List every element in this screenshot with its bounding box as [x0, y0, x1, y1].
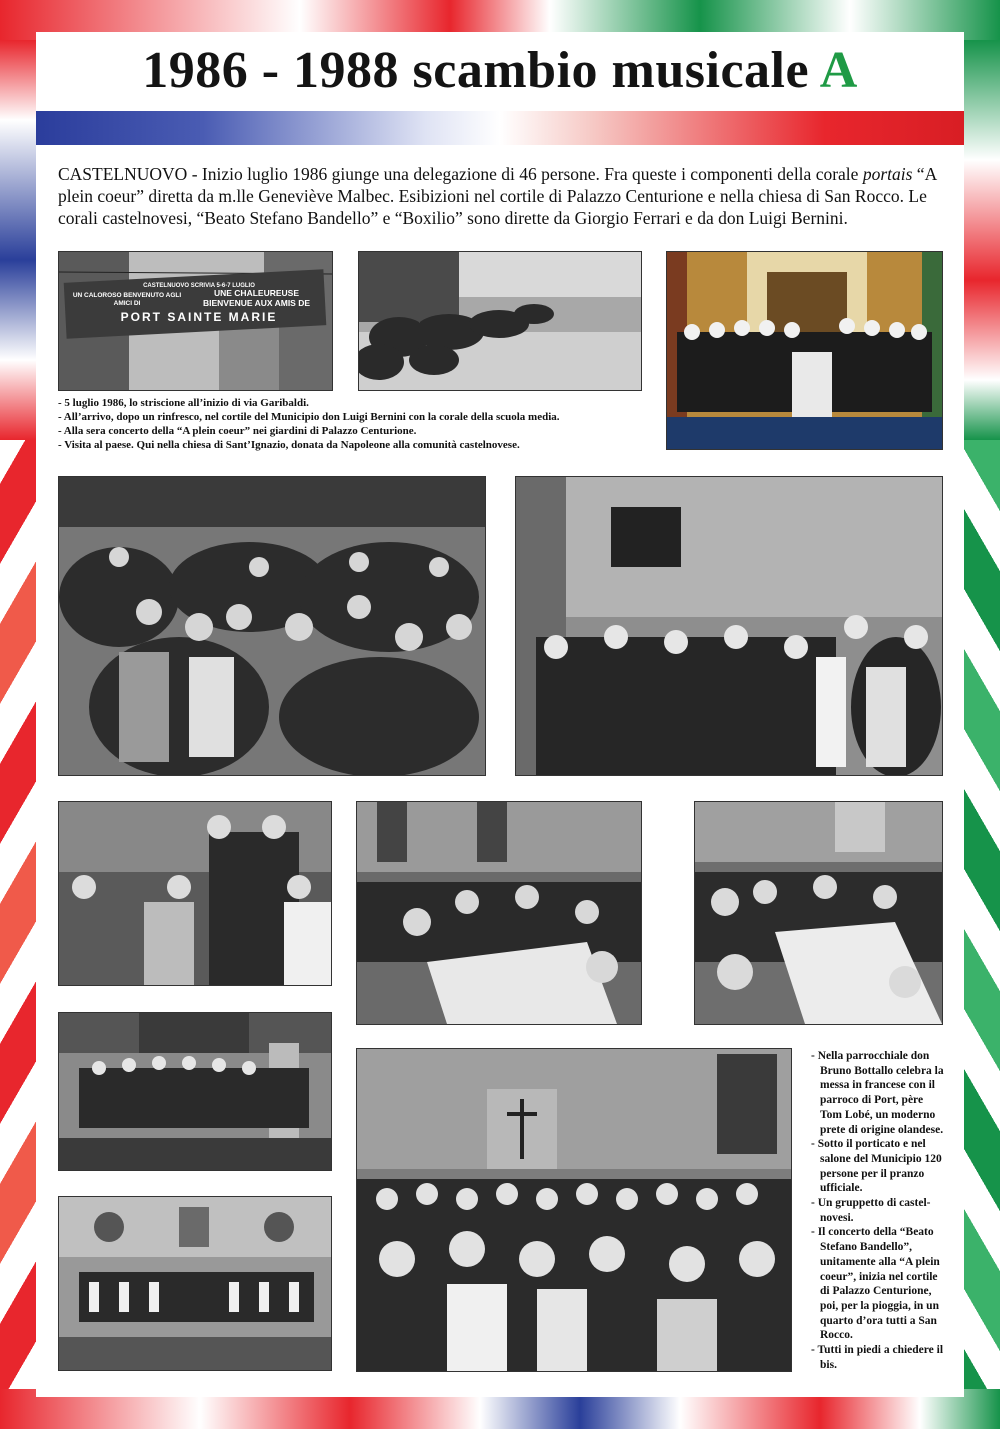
photo-choir-color [666, 251, 943, 450]
banner-line-3: UNE CHALEUREUSE BIENVENUE AUX AMIS DE [202, 288, 311, 308]
caption-item: - Nella parrocchiale don Bruno Bottallo celebra la messa in francese con il parroco di Port, père Tom Lobé, un moderno prete di origine olandese. [811, 1050, 944, 1136]
intro-lead: CASTELNUOVO [58, 164, 188, 184]
intro-paragraph: CASTELNUOVO - Inizio luglio 1986 giunge una delegazione di 46 persone. Fra queste i componenti della corale portais “A plein coeur” diretta da m.lle Geneviève Malbec. Esibizioni nel cortile di Palazzo Centurione e nella chiesa di San Rocco. Le corali castelnovesi, “Beato Stefano Bandello” e “Boxilio” sono dirette da Giorgio Ferrari e da don Luigi Bernini. [58, 164, 937, 228]
captions-top [58, 396, 638, 452]
photo-courtyard-audience [358, 251, 642, 391]
captions-side [811, 1049, 946, 1372]
caption-item: - All’arrivo, dopo un rinfresco, nel cortile del Municipio don Luigi Bernini con la corale della scuola media. [58, 411, 560, 423]
color-stripe [36, 111, 964, 145]
caption-item: - Il concerto della “Beato Stefano Bandello”, unitamente alla “A plein coeur”, inizia nel cortile di Palazzo Centurione, poi, per la pioggia, in un quarto d’ora tutti a San Rocco. [811, 1226, 940, 1342]
caption-item: - Un gruppetto di castel-novesi. [811, 1197, 931, 1224]
photo-lunch-tables-1 [356, 801, 642, 1025]
caption-item: - Sotto il porticato e nel salone del Municipio 120 persone per il pranzo ufficiale. [811, 1138, 942, 1195]
title-accent-letter: A [819, 42, 858, 99]
caption-item: - 5 luglio 1986, lo striscione all’inizio di via Garibaldi. [58, 397, 309, 409]
photo-banner-street [58, 251, 333, 391]
photo-mass-communion [58, 801, 332, 986]
photo-church-interior-crowd [515, 476, 943, 776]
caption-item: - Tutti in piedi a chiedere il bis. [811, 1344, 944, 1371]
photo-lunch-tables-2 [694, 801, 943, 1025]
banner-line-2: UN CALOROSO BENVENUTO AGLI AMICI DI [72, 292, 182, 307]
photo-concert-courtyard [58, 1012, 332, 1171]
banner-line-1: CASTELNUOVO SCRIVIA 5-6-7 LUGLIO [143, 283, 255, 289]
poster-panel [36, 32, 964, 1397]
photo-crowd-applauding [58, 476, 486, 776]
banner-line-4: PORT SAINTE MARIE [120, 310, 278, 324]
page-title: 1986 - 1988 scambio musicale A [142, 42, 858, 99]
caption-item: - Visita al paese. Qui nella chiesa di Sant’Ignazio, donata da Napoleone alla comunità castelnovese. [58, 439, 520, 451]
caption-item: - Alla sera concerto della “A plein coeur” nei giardini di Palazzo Centurione. [58, 425, 417, 437]
photo-standing-ovation [356, 1048, 792, 1372]
photo-concert-san-rocco [58, 1196, 332, 1371]
header [36, 32, 964, 110]
intro-italic: portais [862, 164, 913, 184]
